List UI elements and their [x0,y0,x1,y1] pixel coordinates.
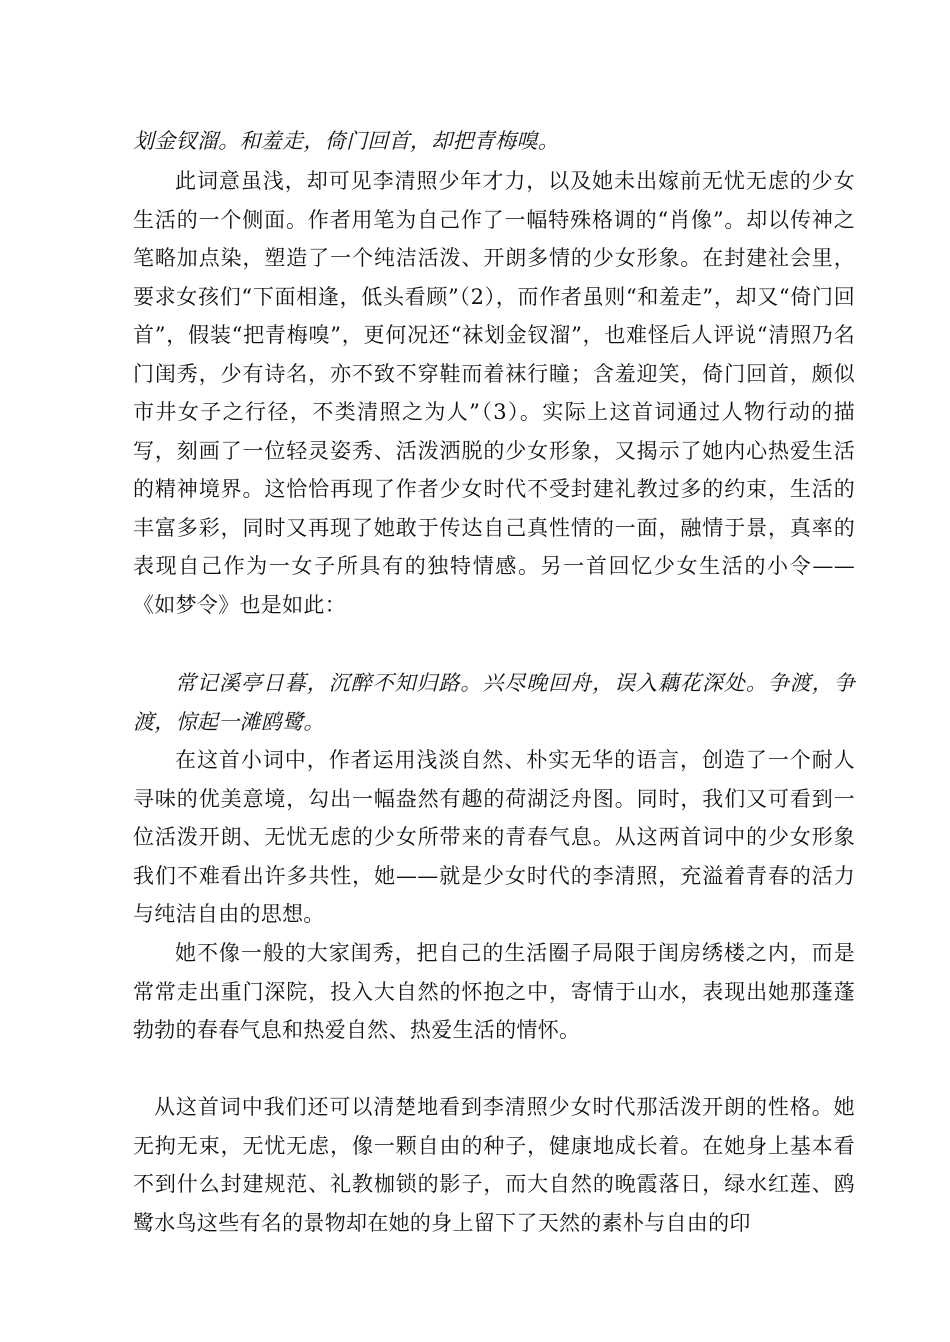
poem-ru-meng-ling [133,664,855,741]
paragraph-personality [133,1088,855,1242]
paragraph-commentary [133,162,855,624]
paragraph-1-text: 此词意虽浅，却可见李清照少年才力，以及她未出嫁前无忧无虑的少女生活的一个侧面。作者用笔为自己作了一幅特殊格调的“肖像”。却以传神之笔略加点染，塑造了一个纯洁活泼、开朗多情的少女形象。在封建社会里，要求女孩们“下面相逢，低头看顾”（2），而作者虽则“和羞走”，却又“倚门回首”，假装“把青梅嗅”，更何况还“袜划金钗溜”，也难怪后人评说“清照乃名门闺秀，少有诗名，亦不致不穿鞋而着袜行瞳；含羞迎笑，倚门回首，颇似市井女子之行径，不类清照之为人”（3）。实际上这首词通过人物行动的描写，刻画了一位轻灵姿秀、活泼洒脱的少女形象，又揭示了她内心热爱生活的精神境界。这恰恰再现了作者少女时代不受封建礼教过多的约束，生活的丰富多彩，同时又再现了她敢于传达自己真性情的一面，融情于景，真率的表现自己作为一女子所具有的独特情感。另一首回忆少女生活的小令——《如梦令》也是如此： [133,169,855,617]
poem-2-text: 常记溪亭日暮，沉醉不知归路。兴尽晚回舟，误入藕花深处。争渡，争渡，惊起一滩鸥鹭。 [133,671,855,734]
paragraph-4-text: 从这首词中我们还可以清楚地看到李清照少女时代那活泼开朗的性格。她无拘无束，无忧无虑，像一颗自由的种子，健康地成长着。在她身上基本看不到什么封建规范、礼教枷锁的影子，而大自然的晚霞落日，绿水红莲、鸥鹭水鸟这些有名的景物却在她的身上留下了天然的素朴与自由的印 [133,1095,855,1235]
paragraph-2-text: 在这首小词中，作者运用浅淡自然、朴实无华的语言，创造了一个耐人寻味的优美意境，勾出一幅盎然有趣的荷湖泛舟图。同时，我们又可看到一位活泼开朗、无忧无虑的少女所带来的青春气息。从这两首词中的少女形象我们不难看出许多共性，她——就是少女时代的李清照，充溢着青春的活力与纯洁自由的思想。 [133,748,855,926]
paragraph-analysis [133,741,855,934]
poem-fragment [133,122,855,161]
paragraph-3-text: 她不像一般的大家闺秀，把自己的生活圈子局限于闺房绣楼之内，而是常常走出重门深院，投入大自然的怀抱之中，寄情于山水，表现出她那蓬蓬勃勃的春春气息和热爱自然、热爱生活的情怀。 [133,941,855,1042]
poem-tail-line: 划金钗溜。和羞走，倚门回首，却把青梅嗅。 [133,129,559,153]
paragraph-nature [133,934,855,1050]
